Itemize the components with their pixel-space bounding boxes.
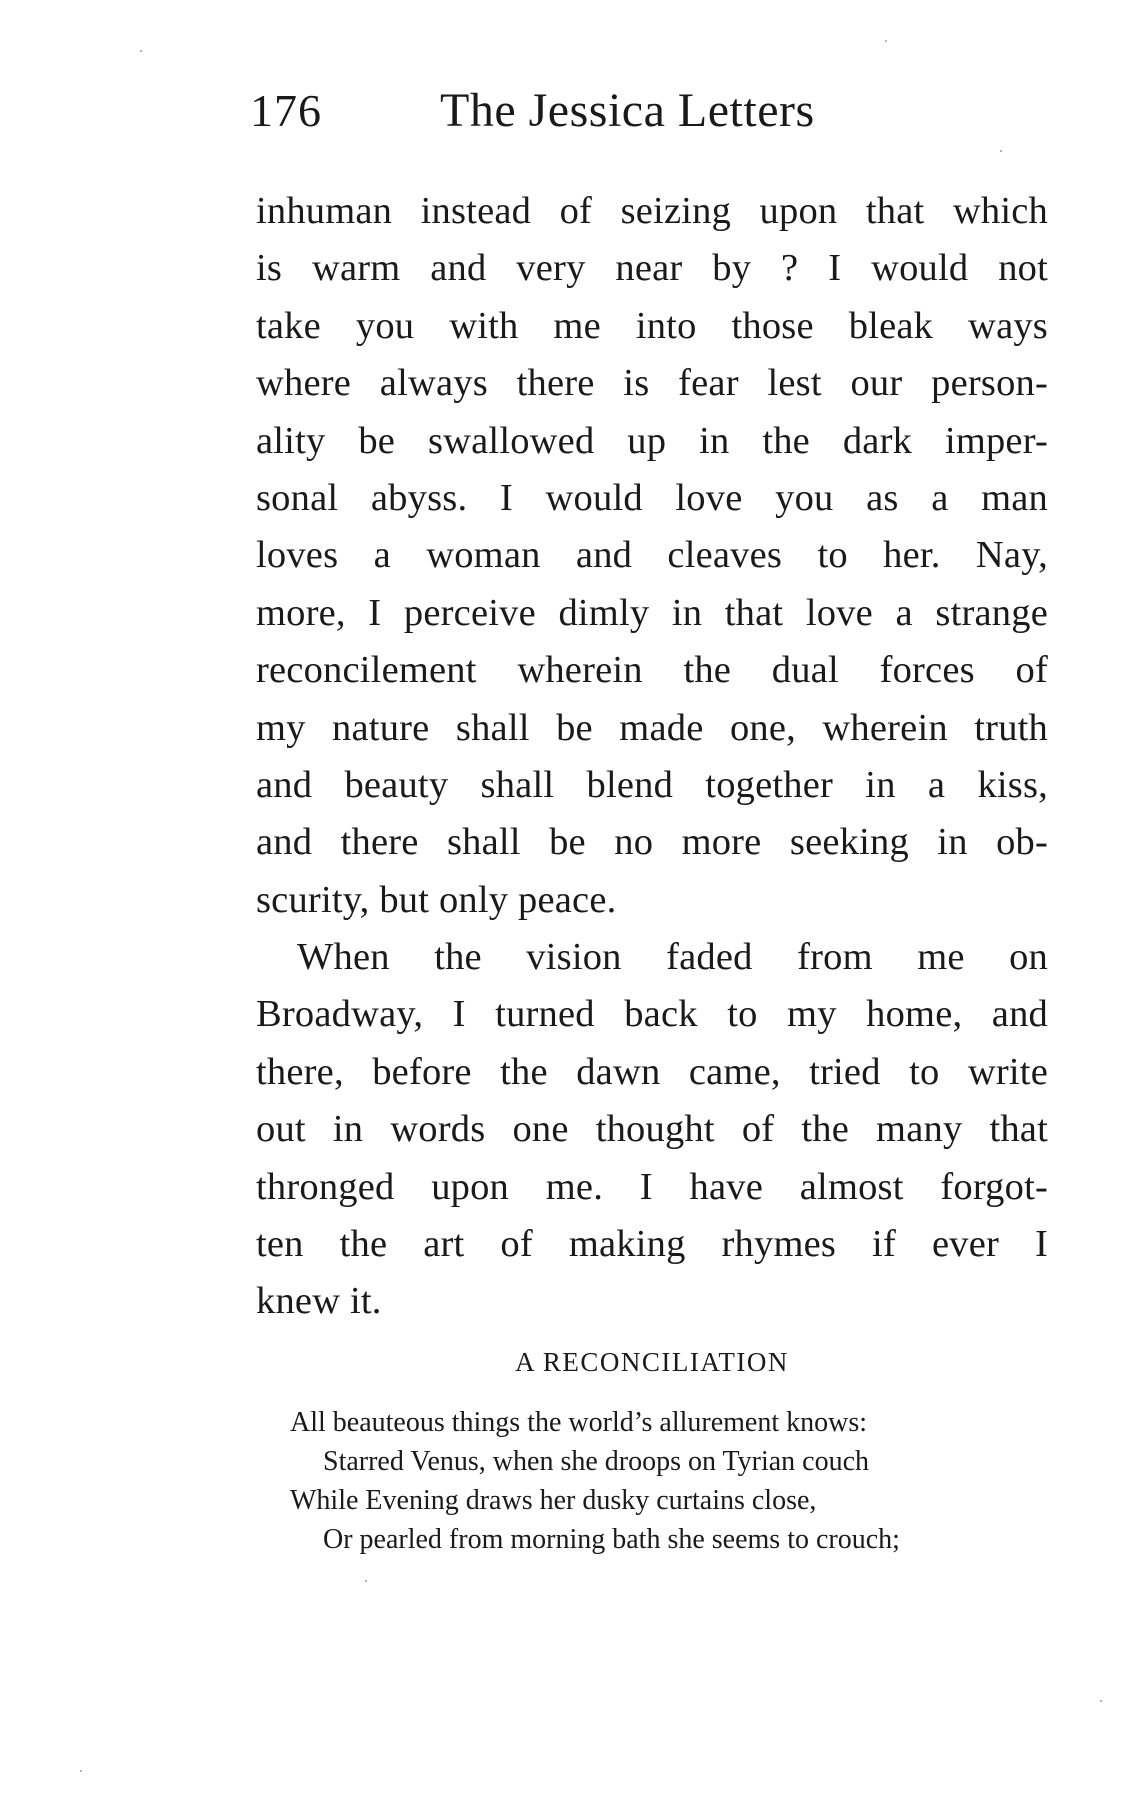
- poem-line: While Evening draws her dusky curtains close,: [290, 1485, 817, 1516]
- text-line: When the vision faded from me on: [297, 936, 1048, 979]
- poem: [290, 1403, 1050, 1559]
- text-line: is warm and very near by ? I would not: [256, 247, 1048, 290]
- text-line: out in words one thought of the many that: [256, 1108, 1048, 1151]
- poem-line: All beauteous things the world’s allurement knows:: [290, 1407, 868, 1438]
- text-line: loves a woman and cleaves to her. Nay,: [256, 534, 1048, 577]
- text-line: and beauty shall blend together in a kiss,: [256, 763, 1048, 806]
- text-line: ality be swallowed up in the dark imper-: [256, 419, 1048, 462]
- text-line: Broadway, I turned back to my home, and: [256, 993, 1048, 1036]
- text-line: inhuman instead of seizing upon that which: [256, 190, 1048, 232]
- text-line: reconcilement wherein the dual forces of: [256, 649, 1048, 692]
- poem-line: Or pearled from morning bath she seems to crouch;: [323, 1524, 900, 1555]
- text-line: take you with me into those bleak ways: [256, 304, 1048, 347]
- page-number: 176: [250, 85, 322, 136]
- scan-speck: [80, 1770, 82, 1772]
- page-header: [250, 76, 1050, 146]
- scan-speck: [140, 50, 142, 52]
- text-line: my nature shall be made one, wherein truth: [256, 706, 1048, 749]
- poem-line: Starred Venus, when she droops on Tyrian couch: [323, 1446, 870, 1477]
- text-line: knew it.: [256, 1280, 382, 1323]
- text-line: sonal abyss. I would love you as a man: [256, 476, 1048, 519]
- text-line: thronged upon me. I have almost forgot-: [256, 1165, 1048, 1208]
- scan-speck: [365, 1580, 367, 1582]
- scan-speck: [885, 40, 887, 42]
- body-text: [256, 183, 1048, 1331]
- text-line: where always there is fear lest our person-: [256, 362, 1048, 405]
- text-line: ten the art of making rhymes if ever I: [256, 1223, 1048, 1266]
- text-line: scurity, but only peace.: [256, 878, 617, 921]
- scan-speck: [1000, 150, 1002, 152]
- text-line: there, before the dawn came, tried to write: [256, 1050, 1048, 1093]
- text-line: more, I perceive dimly in that love a strange: [256, 591, 1048, 634]
- text-line: and there shall be no more seeking in ob-: [256, 821, 1048, 864]
- running-title: The Jessica Letters: [440, 84, 815, 137]
- scan-speck: [1100, 1700, 1102, 1702]
- poem-title: A RECONCILIATION: [515, 1347, 789, 1377]
